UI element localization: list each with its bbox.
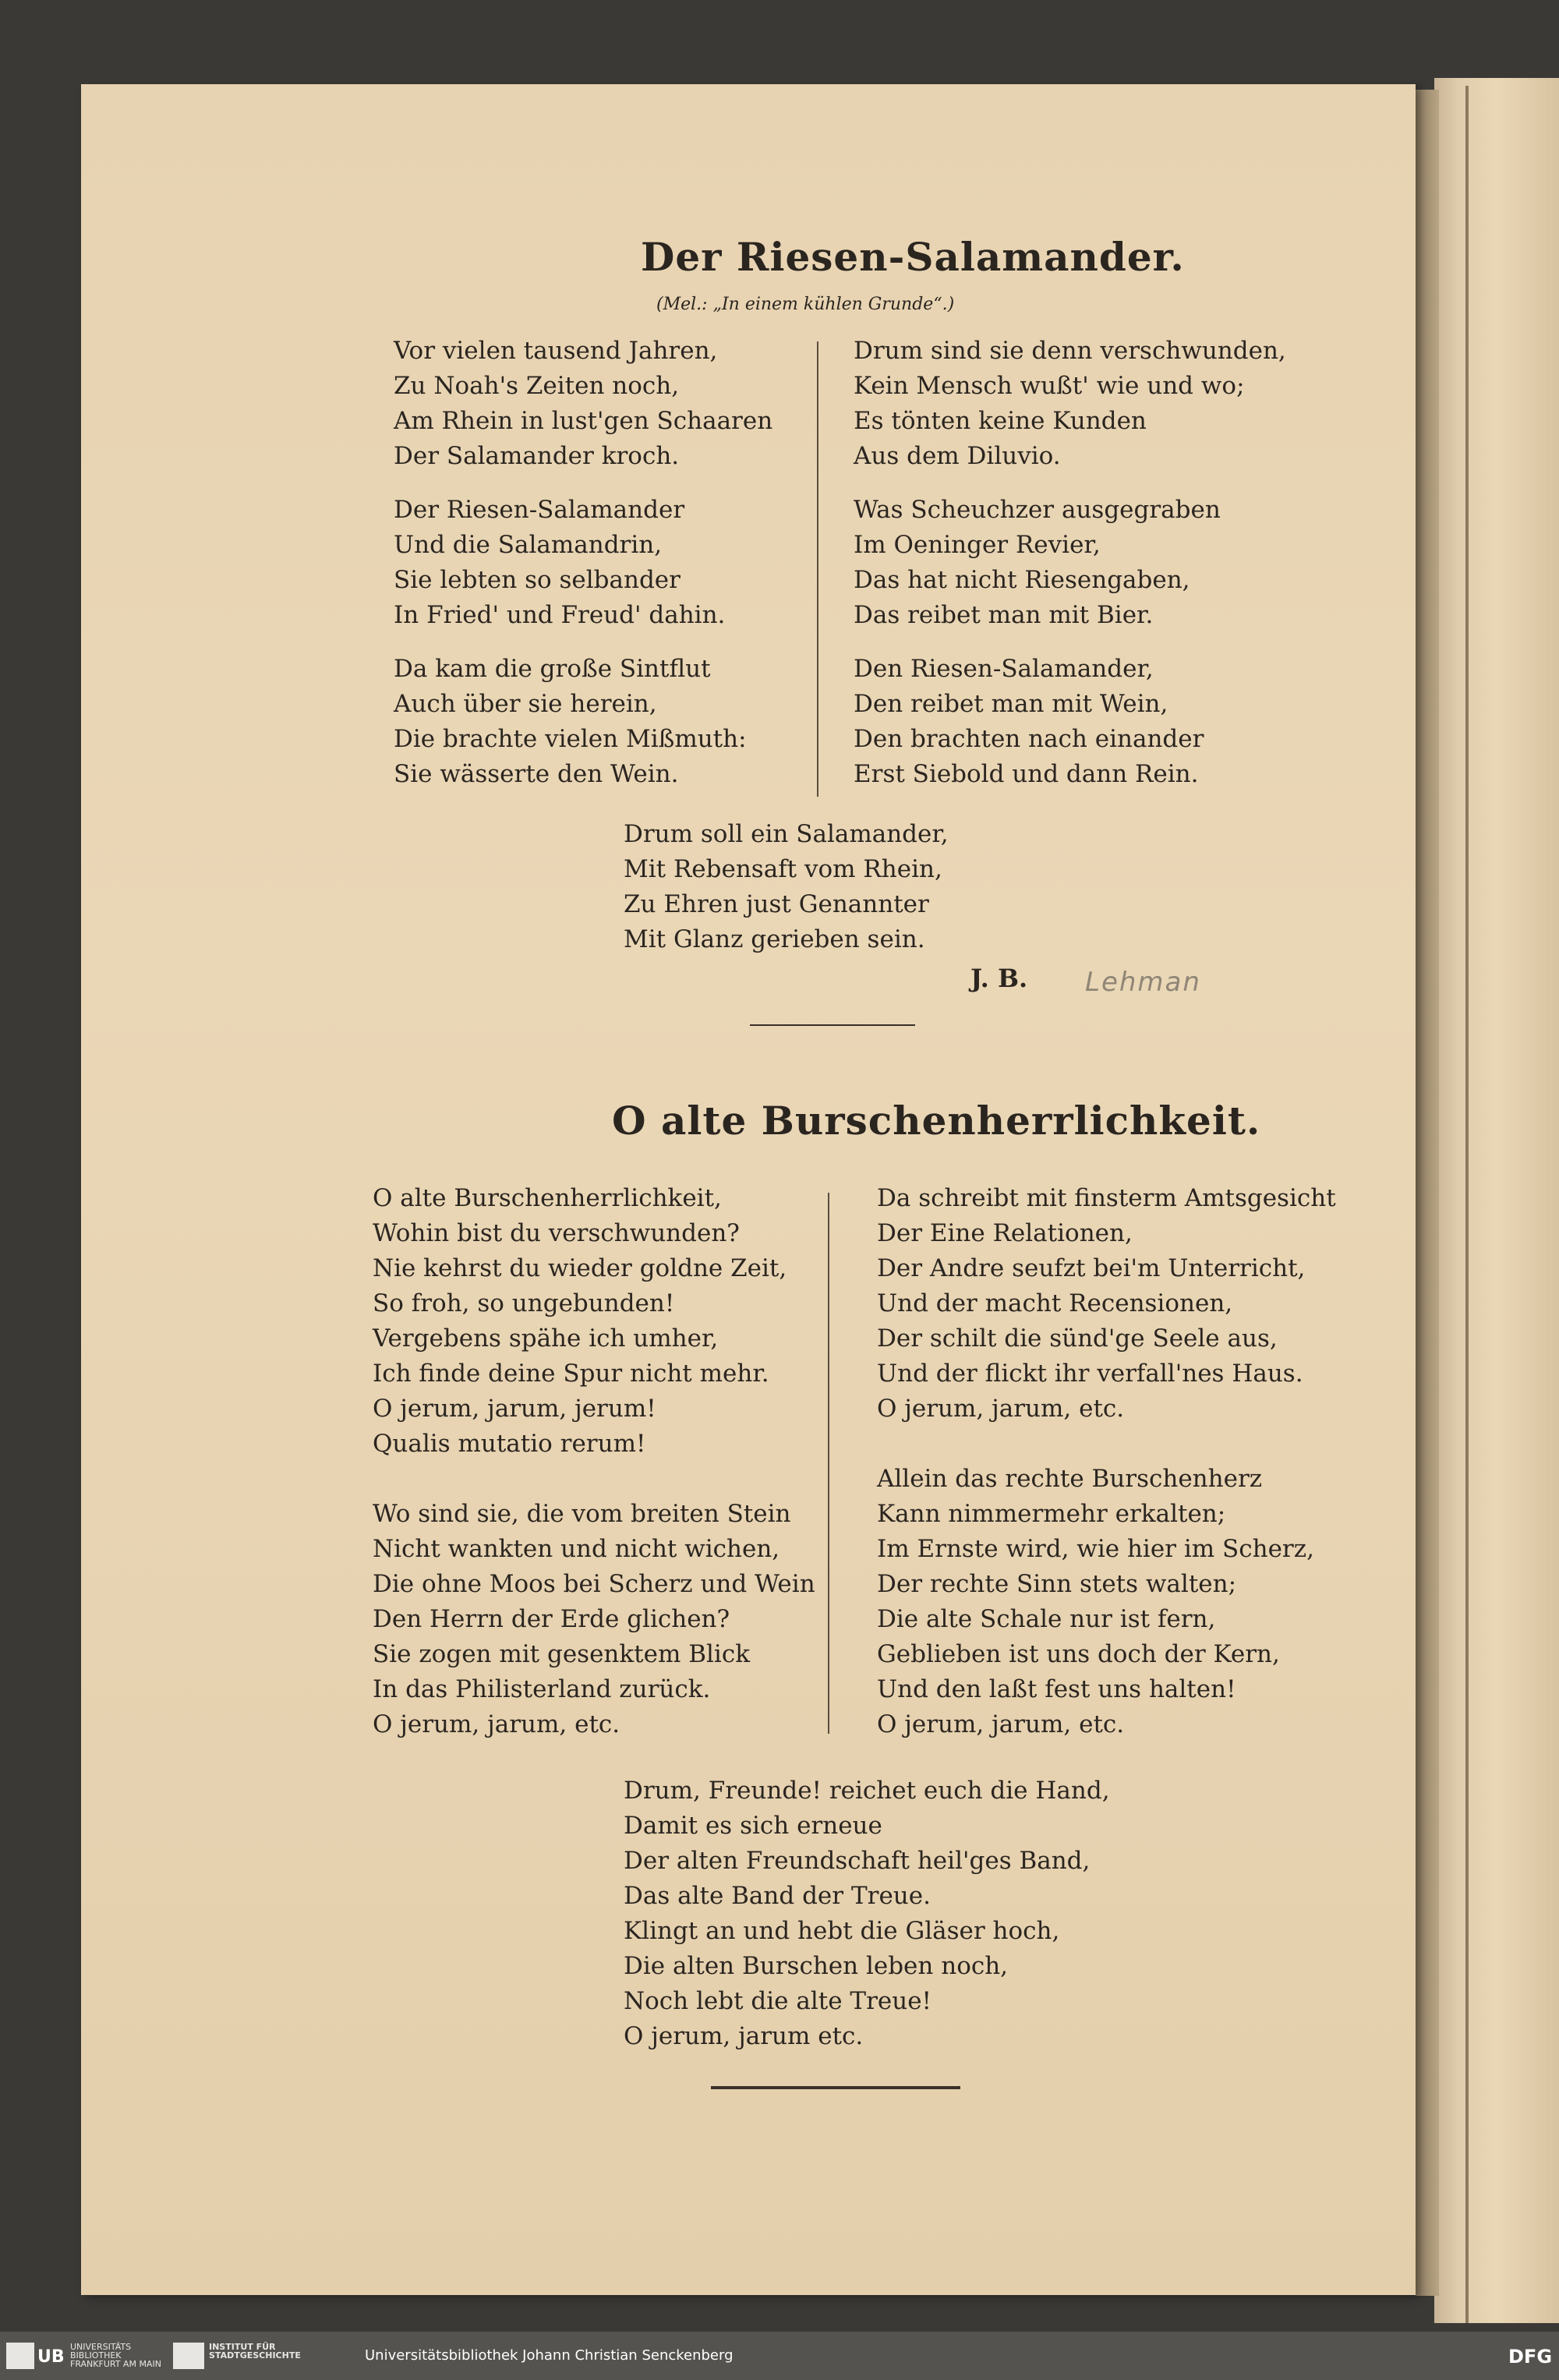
verse-line: Den Herrn der Erde glichen? <box>373 1605 730 1633</box>
facing-page-fold <box>1465 86 1469 2323</box>
verse-line: Die ohne Moos bei Scherz und Wein <box>373 1570 815 1598</box>
verse-line: Das alte Band der Treue. <box>624 1882 931 1910</box>
verse-line: Mit Rebensaft vom Rhein, <box>624 855 942 883</box>
poem1-title: Der Riesen-Salamander. <box>641 234 1185 280</box>
verse-line: Noch lebt die alte Treue! <box>624 1987 932 2015</box>
column-divider <box>817 341 818 797</box>
stanza <box>877 1181 1336 1427</box>
verse-line: O jerum, jarum, etc. <box>373 1710 620 1738</box>
verse-line: Und die Salamandrin, <box>394 531 663 559</box>
verse-line: Mit Glanz gerieben sein. <box>624 925 925 953</box>
verse-line: Vor vielen tausend Jahren, <box>394 337 718 365</box>
verse-line: Zu Ehren just Genannter <box>624 890 929 918</box>
verse-line: Den brachten nach einander <box>854 725 1204 753</box>
stanza <box>394 652 772 792</box>
verse-line: Da kam die große Sintflut <box>394 655 711 683</box>
column-divider <box>828 1193 829 1734</box>
verse-line: Wohin bist du verschwunden? <box>373 1219 740 1247</box>
verse-line: Geblieben ist uns doch der Kern, <box>877 1640 1280 1668</box>
verse-line: Der Salamander kroch. <box>394 442 680 470</box>
poem1-right-column <box>854 334 1286 792</box>
verse-line: Sie wässerte den Wein. <box>394 760 679 788</box>
verse-line: Die brachte vielen Mißmuth: <box>394 725 747 753</box>
verse-line: Das hat nicht Riesengaben, <box>854 566 1190 594</box>
verse-line: O jerum, jarum, etc. <box>877 1710 1125 1738</box>
poem2-right-column <box>877 1181 1336 1742</box>
stanza <box>373 1181 815 1462</box>
poem1-left-column <box>394 334 772 792</box>
verse-line: Klingt an und hebt die Gläser hoch, <box>624 1917 1060 1945</box>
verse-line: Den reibet man mit Wein, <box>854 690 1168 718</box>
stanza <box>394 493 772 633</box>
verse-line: Und der macht Recensionen, <box>877 1289 1233 1317</box>
verse-line: In das Philisterland zurück. <box>373 1675 711 1703</box>
signature: J. B. <box>970 964 1028 993</box>
verse-line: Qualis mutatio rerum! <box>373 1430 646 1458</box>
verse-line: Ich finde deine Spur nicht mehr. <box>373 1360 769 1388</box>
verse-line: O jerum, jarum, etc. <box>877 1395 1125 1423</box>
university-logo-icon <box>6 2343 34 2369</box>
verse-line: Und der flickt ihr verfall'nes Haus. <box>877 1360 1303 1388</box>
verse-line: Auch über sie herein, <box>394 690 657 718</box>
poem2-final-stanza <box>624 1774 1110 2054</box>
verse-line: Sie lebten so selbander <box>394 566 681 594</box>
verse-line: Am Rhein in lust'gen Schaaren <box>394 407 773 435</box>
verse-line: Den Riesen-Salamander, <box>854 655 1154 683</box>
verse-line: Damit es sich erneue <box>624 1812 882 1840</box>
verse-line: Allein das rechte Burschenherz <box>877 1465 1263 1493</box>
ub-label: UB <box>37 2347 65 2367</box>
verse-line: Was Scheuchzer ausgegraben <box>854 496 1221 524</box>
verse-line: Und den laßt fest uns halten! <box>877 1675 1236 1703</box>
verse-line: Im Oeninger Revier, <box>854 531 1101 559</box>
verse-line: So froh, so ungebunden! <box>373 1289 675 1317</box>
footer-bar <box>0 2332 1559 2380</box>
verse-line: Die alte Schale nur ist fern, <box>877 1605 1216 1633</box>
stanza <box>394 334 772 474</box>
verse-line: Der schilt die sünd'ge Seele aus, <box>877 1324 1278 1353</box>
dfg-logo: DFG <box>1508 2346 1553 2368</box>
stanza <box>877 1462 1336 1742</box>
stanza <box>854 334 1286 474</box>
verse-line: Es tönten keine Kunden <box>854 407 1147 435</box>
institut-label: INSTITUT FÜR STADTGESCHICHTE <box>209 2342 301 2361</box>
facing-page-edge <box>1434 78 1559 2323</box>
verse-line: Erst Siebold und dann Rein. <box>854 760 1199 788</box>
section-divider <box>750 1024 915 1026</box>
pencil-annotation: Lehman <box>1085 967 1201 998</box>
verse-line: Im Ernste wird, wie hier im Scherz, <box>877 1535 1314 1563</box>
verse-line: Nicht wankten und nicht wichen, <box>373 1535 780 1563</box>
end-divider <box>711 2086 960 2089</box>
verse-line: Der rechte Sinn stets walten; <box>877 1570 1237 1598</box>
verse-line: Das reibet man mit Bier. <box>854 601 1154 629</box>
verse-line: Sie zogen mit gesenktem Blick <box>373 1640 750 1668</box>
library-name: Universitätsbibliothek Johann Christian Senckenberg <box>365 2347 734 2364</box>
institut-logo-icon <box>173 2343 204 2369</box>
verse-line: Drum soll ein Salamander, <box>624 820 949 848</box>
poem2-title: O alte Burschenherrlichkeit. <box>612 1098 1261 1144</box>
verse-line: Aus dem Diluvio. <box>854 442 1061 470</box>
page-shadow <box>1416 90 1439 2296</box>
verse-line: Die alten Burschen leben noch, <box>624 1952 1009 1980</box>
stanza <box>854 652 1286 792</box>
poem1-final-stanza <box>624 817 949 957</box>
verse-line: In Fried' und Freud' dahin. <box>394 601 726 629</box>
verse-line: Vergebens spähe ich umher, <box>373 1324 719 1353</box>
verse-line: O jerum, jarum etc. <box>624 2022 864 2050</box>
stanza <box>854 493 1286 633</box>
verse-line: Kein Mensch wußt' wie und wo; <box>854 372 1245 400</box>
verse-line: O jerum, jarum, jerum! <box>373 1395 656 1423</box>
verse-line: Drum, Freunde! reichet euch die Hand, <box>624 1777 1110 1805</box>
verse-line: Wo sind sie, die vom breiten Stein <box>373 1500 791 1528</box>
verse-line: Kann nimmermehr erkalten; <box>877 1500 1226 1528</box>
verse-line: Der alten Freundschaft heil'ges Band, <box>624 1847 1091 1875</box>
poem2-left-column <box>373 1181 815 1742</box>
verse-line: Der Riesen-Salamander <box>394 496 685 524</box>
verse-line: O alte Burschenherrlichkeit, <box>373 1184 722 1212</box>
stanza <box>373 1497 815 1742</box>
verse-line: Zu Noah's Zeiten noch, <box>394 372 680 400</box>
verse-line: Nie kehrst du wieder goldne Zeit, <box>373 1254 787 1282</box>
verse-line: Der Andre seufzt bei'm Unterricht, <box>877 1254 1306 1282</box>
verse-line: Der Eine Relationen, <box>877 1219 1133 1247</box>
verse-line: Da schreibt mit finsterm Amtsgesicht <box>877 1184 1336 1212</box>
ub-subtitle: UNIVERSITÄTS BIBLIOTHEK FRANKFURT AM MAIN <box>70 2342 161 2369</box>
verse-line: Drum sind sie denn verschwunden, <box>854 337 1286 365</box>
poem1-melody: (Mel.: „In einem kühlen Grunde“.) <box>656 295 955 314</box>
